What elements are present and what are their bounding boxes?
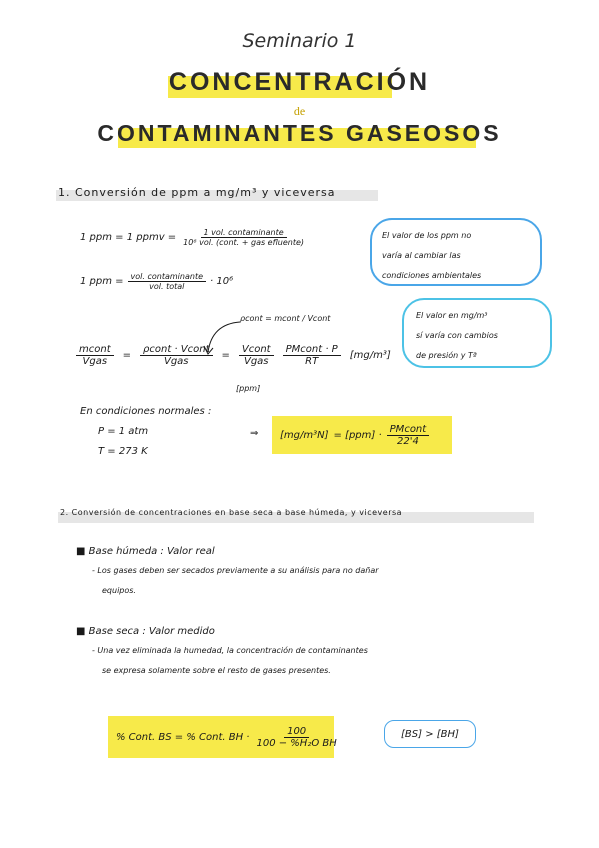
eq3-a-denominator: Vgas: [82, 356, 108, 367]
equation-ppm-volume: [80, 272, 233, 291]
eq2-denominator: vol. total: [149, 282, 185, 291]
title-de: de: [293, 104, 306, 118]
title-line-2: CONTAMINANTES GASEOSOS: [97, 120, 502, 146]
dry-basis-label: ■ Base seca : Valor medido: [76, 626, 215, 637]
condition-pressure: P = 1 atm: [98, 426, 149, 437]
dry-wet-numerator: 100: [284, 726, 309, 738]
eq3-unit: [mg/m³]: [349, 350, 391, 361]
result-fraction: [387, 424, 430, 447]
eq3-ppm-label: [ppm]: [236, 384, 261, 393]
eq3-frac-a: [76, 344, 114, 367]
eq3-frac-d: [283, 344, 341, 367]
eq3-frac-b: [140, 344, 212, 367]
wet-basis-line: - Los gases deben ser secados previamente a su análisis para no dañar: [92, 566, 379, 575]
result-lhs: [mg/m³N]: [280, 429, 329, 441]
note-mgm3-text: [416, 306, 498, 366]
result-denominator: 22'4: [397, 435, 419, 447]
equation-ppm-definition: [80, 228, 307, 247]
result-numerator: PMcont: [387, 424, 430, 436]
dry-wet-lhs: % Cont. BS = % Cont. BH ·: [116, 731, 250, 743]
condition-temperature: T = 273 K: [98, 446, 148, 457]
eq1-numerator: 1 vol. contaminante: [201, 228, 287, 238]
section1-heading: 1. Conversión de ppm a mg/m³ y viceversa: [58, 186, 336, 199]
eq1-fraction: [180, 228, 307, 247]
normal-conditions-title: En condiciones normales :: [80, 406, 212, 417]
eq1-lhs: 1 ppm = 1 ppmv =: [80, 232, 177, 243]
dry-wet-equation-box: [108, 716, 337, 758]
title-line-1: [0, 68, 599, 97]
note-mgm3-line: de presión y Tª: [416, 351, 477, 360]
eq3-d-numerator: PMcont · P: [283, 344, 341, 356]
dry-wet-fraction: [253, 726, 339, 749]
dry-basis-line: - Una vez eliminada la humedad, la concentración de contaminantes: [92, 646, 368, 655]
dry-basis-label-text: Base seca : Valor medido: [88, 626, 215, 637]
comparison-box: [384, 720, 476, 748]
eq2-numerator: vol. contaminante: [128, 272, 206, 282]
density-definition: ρcont = mcont / Vcont: [240, 314, 331, 323]
comparison-text: [BS] > [BH]: [401, 728, 459, 740]
eq2-lhs: 1 ppm =: [80, 276, 124, 287]
wet-basis-line: equipos.: [102, 586, 136, 595]
result-highlight-box: [272, 416, 452, 454]
wet-basis-label: ■ Base húmeda : Valor real: [76, 546, 215, 557]
section2-heading: 2. Conversión de concentraciones en base seca a base húmeda, y viceversa: [60, 508, 403, 517]
eq3-a-numerator: mcont: [76, 344, 114, 356]
result-mid: = [ppm] ·: [333, 429, 382, 441]
result-arrow: ⇒: [250, 428, 259, 439]
eq3-c-numerator: Vcont: [239, 344, 274, 356]
eq3-d-denominator: RT: [305, 356, 319, 367]
note-ppm-line: varía al cambiar las: [382, 251, 461, 260]
eq3-equals: =: [122, 350, 132, 361]
eq3-c-denominator: Vgas: [243, 356, 269, 367]
title-line-1-text: CONCENTRACIÓN: [168, 68, 431, 96]
eq2-fraction: [128, 272, 206, 291]
eq1-denominator: 10⁶ vol. (cont. + gas efluente): [183, 238, 305, 247]
note-ppm-line: condiciones ambientales: [382, 271, 482, 280]
eq2-tail: · 10⁶: [210, 276, 234, 287]
eq3-equals-2: =: [221, 350, 230, 361]
note-mgm3-line: El valor en mg/m³: [416, 311, 488, 320]
note-ppm-text: [382, 226, 481, 286]
wet-basis-label-text: Base húmeda : Valor real: [88, 546, 215, 557]
eq3-frac-c: [239, 344, 274, 367]
eq3-b-numerator: ρcont · Vcont: [140, 344, 212, 356]
dry-basis-line: se expresa solamente sobre el resto de gases presentes.: [102, 666, 331, 675]
note-mgm3-line: sí varía con cambios: [416, 331, 498, 340]
eq3-b-denominator: Vgas: [163, 356, 189, 367]
dry-wet-denominator: 100 − %H₂O BH: [256, 737, 337, 749]
seminar-label: Seminario 1: [242, 30, 357, 52]
note-ppm-line: El valor de los ppm no: [382, 231, 472, 240]
equation-mg-m3: [76, 344, 391, 367]
